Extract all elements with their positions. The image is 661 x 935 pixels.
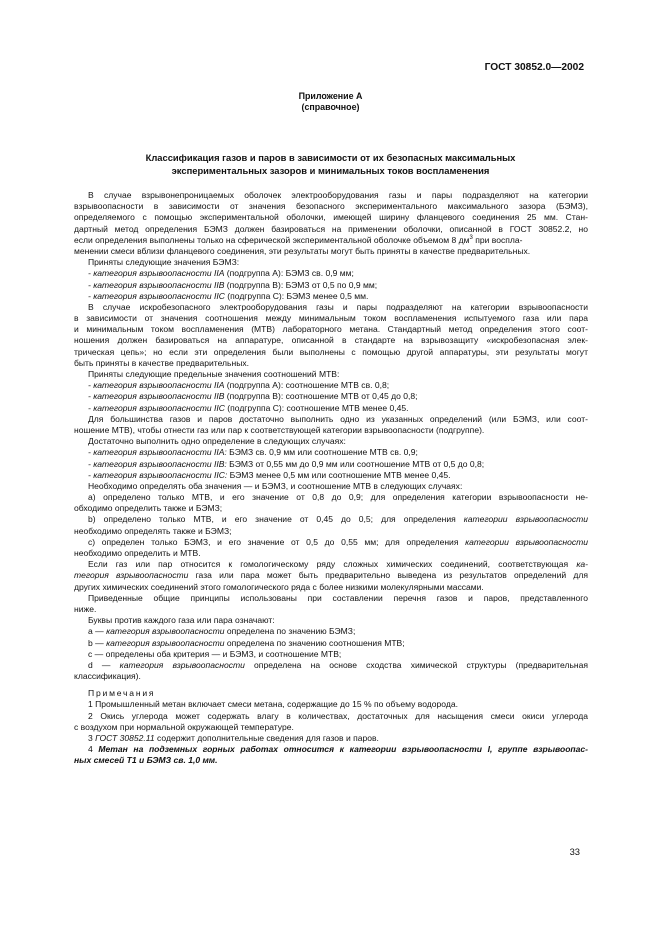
- list-item: - категория взрывоопасности IIB (подгруппа В): БЭМЗ от 0,5 по 0,9 мм;: [88, 279, 378, 290]
- text-line: в зависимости от значения соотношения между минимальным током воспламенения испытуемого газа или пара: [74, 313, 588, 324]
- text-line: трическая цепь»; но если эти определения были выполнены с помощью другой аппаратуры, эти результаты могут: [74, 346, 588, 357]
- superscript: 3: [469, 234, 473, 241]
- page-number: 33: [569, 846, 580, 857]
- list-item: - категория взрывоопасности IIA: БЭМЗ св. 0,9 мм или соотношение МТВ св. 0,9;: [88, 447, 418, 458]
- text-line: b) определено только МТВ, и его значение от 0,45 до 0,5; для определения категории взрывоопасности: [88, 514, 588, 525]
- note-item: ных смесей Т1 и БЭМЗ св. 1,0 мм.: [74, 755, 218, 766]
- appendix-title: Приложение А: [298, 91, 363, 101]
- list-item: а — категория взрывоопасности определена по значению БЭМЗ;: [88, 626, 356, 637]
- text-line: Приняты следующие предельные значения соотношений МТВ:: [88, 369, 340, 379]
- text-line: других химических соединений этого гомологического ряда с более низкими молекулярными массами.: [74, 581, 484, 592]
- text-line: и минимальным током воспламенения (МТВ) лабораторного метана. Стандартный метод определения этого соот-: [74, 324, 588, 335]
- document-body: [74, 190, 588, 767]
- text-line: если определения выполнены только на сферической экспериментальной оболочке объемом 8 $дм^3$ при воспла-: [74, 234, 523, 245]
- note-item: с воздухом при нормальной окружающей температуре.: [74, 721, 294, 732]
- text-line: дартный метод определения БЭМЗ должен базироваться на применении оболочки, описанной в ГОСТ 30852.2, но: [74, 223, 588, 234]
- text-line: определяемого с помощью экспериментальной оболочки, имеющей ширину фланцевого соединения 25 мм. Стан-: [74, 212, 588, 223]
- text-line: Если газ или пар относится к гомологическому ряду сложных химических соединений, соответствующая ка-: [88, 559, 588, 570]
- list-item: - категория взрывоопасности IIA (подгруппа А): БЭМЗ св. 0,9 мм;: [88, 268, 354, 279]
- text-line: В случае искробезопасного электрооборудования газы и пары подразделяют на категории взрывоопасности: [88, 301, 588, 312]
- appendix-heading: [0, 91, 661, 113]
- section-title: [0, 152, 661, 177]
- text-line: необходимо определить и МТВ.: [74, 548, 201, 558]
- text-line: необходимо определять также и БЭМЗ;: [74, 525, 232, 536]
- note-item: 2 Окись углерода может содержать влагу в количествах, достаточных для насыщения смеси окиси углерода: [88, 710, 588, 721]
- note-item: 1 Промышленный метан включает смеси метана, содержащие до 15 % по объему водорода.: [88, 699, 458, 710]
- list-item: b — категория взрывоопасности определена по значению соотношения МТВ;: [88, 637, 405, 648]
- list-item: d — категория взрывоопасности определена на основе сходства химической структуры (предварительная: [88, 659, 588, 670]
- text-line: тегория взрывоопасности газа или пара может быть предварительно выведена из результатов определений для: [74, 570, 588, 581]
- text-line: В случае взрывонепроницаемых оболочек электрооборудования газы и пары подразделяют на категории: [88, 190, 588, 200]
- notes-title: Примечания: [88, 688, 156, 699]
- text-line: обходимо определить также и БЭМЗ;: [74, 503, 223, 514]
- list-item: - категория взрывоопасности IIC: БЭМЗ менее 0,5 мм или соотношение МТВ менее 0,45.: [88, 469, 451, 480]
- text-line: Приведенные общие принципы использованы при составлении перечня газов и паров, представленного: [88, 592, 588, 603]
- text-line: Для большинства газов и паров достаточно выполнить одно из указанных определений (или БЭМЗ, или соот-: [88, 413, 588, 424]
- list-item: - категория взрывоопасности IIA (подгруппа А): соотношение МТВ св. 0,8;: [88, 380, 390, 391]
- list-item: - категория взрывоопасности IIB: БЭМЗ от 0,55 мм до 0,9 мм или соотношение МТВ от 0,5 до 0,8;: [88, 458, 485, 469]
- text-line: быть приняты в качестве предварительных.: [74, 357, 249, 368]
- text-line: ношения должен базироваться на аппаратуре, описанной в стандарте на взрывозащиту «искробезопасная элек-: [74, 335, 588, 346]
- text-line: Достаточно выполнить одно определение в следующих случаях:: [88, 436, 346, 447]
- text-line: взрывоопасности в зависимости от значения безопасного экспериментального максимального зазора (БЭМЗ),: [74, 201, 588, 212]
- text-line: ношение МТВ), чтобы отнести газ или пар к соответствующей категории взрывоопасности (подгруппе).: [74, 424, 485, 435]
- note-item: 3 ГОСТ 30852.11 содержит дополнительные сведения для газов и паров.: [88, 733, 379, 743]
- list-item: - категория взрывоопасности IIC (подгруппа С): соотношение МТВ менее 0,45.: [88, 402, 409, 413]
- text-line: Приняты следующие значения БЭМЗ:: [88, 257, 240, 268]
- text-line: менении смеси вблизи фланцевого соединения, эти результаты могут быть приняты в качестве предварительных.: [74, 245, 531, 256]
- text-line: классификация).: [74, 671, 141, 682]
- text-line: Необходимо определять оба значения — и БЭМЗ, и соотношение МТВ в следующих случаях:: [88, 480, 463, 491]
- section-title-line: Классификация газов и паров в зависимости от их безопасных максимальных: [145, 152, 516, 163]
- document-code: ГОСТ 30852.0—2002: [484, 62, 584, 73]
- text-line: с) определен только БЭМЗ, и его значение от 0,5 до 0,55 мм; для определения категории взрывоопасности: [88, 536, 589, 547]
- list-item: с — определены оба критерия — и БЭМЗ, и соотношение МТВ;: [88, 648, 342, 659]
- section-title-line: экспериментальных зазоров и минимальных токов воспламенения: [171, 164, 490, 176]
- text-line: а) определено только МТВ, и его значение от 0,8 до 0,9; для определения категории взрывоопасности не-: [88, 492, 588, 503]
- appendix-subtitle: (справочное): [301, 102, 360, 112]
- text-line: Буквы против каждого газа или пара означают:: [88, 615, 275, 626]
- list-item: - категория взрывоопасности IIB (подгруппа В): соотношение МТВ от 0,45 до 0,8;: [88, 391, 418, 402]
- list-item: - категория взрывоопасности IIC (подгруппа С): БЭМЗ менее 0,5 мм.: [88, 290, 369, 301]
- text-line: ниже.: [74, 603, 97, 614]
- note-item: 4 Метан на подземных горных работах относится к категории взрывоопасности I, группе взрывоопас-: [88, 744, 588, 755]
